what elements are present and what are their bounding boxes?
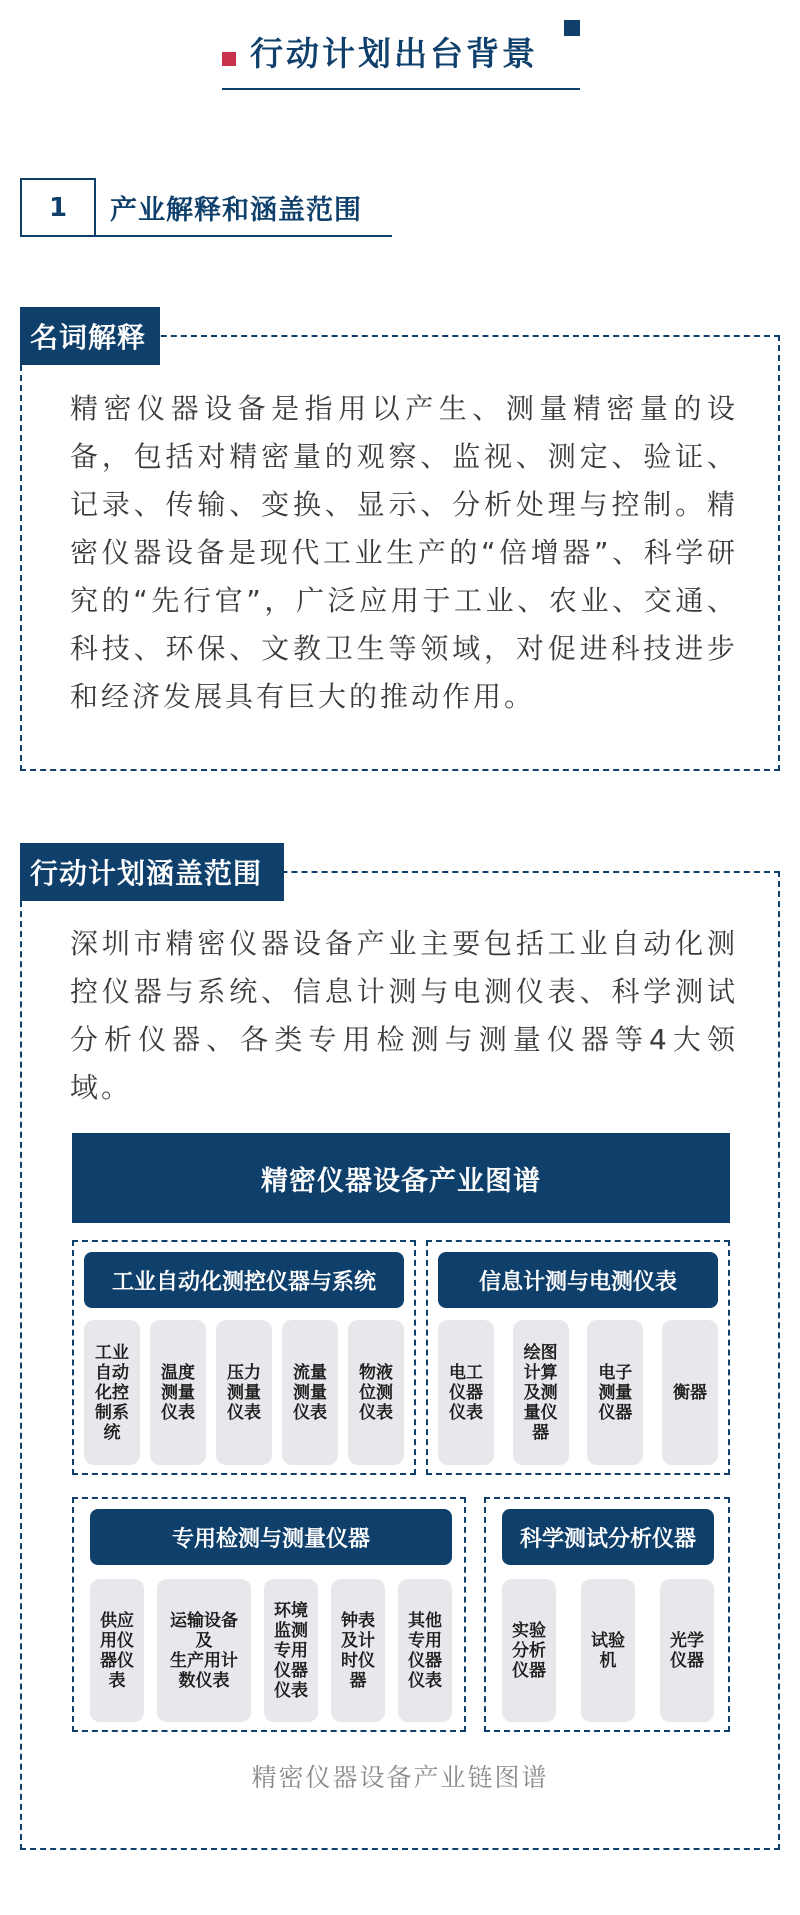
section-title: 产业解释和涵盖范围 — [110, 195, 362, 226]
group-title: 工业自动化测控仪器与系统 — [84, 1252, 404, 1308]
category-card: 流量 测量 仪表 — [282, 1320, 338, 1465]
category-card: 试验 机 — [581, 1579, 635, 1722]
category-card: 环境 监测 专用 仪器 仪表 — [264, 1579, 318, 1722]
scope-text: 深圳市精密仪器设备产业主要包括工业自动化测控仪器与系统、信息计测与电测仪表、科学测试分析仪器、各类专用检测与测量仪器等4大领域。 — [70, 927, 738, 1104]
group-cards — [438, 1320, 718, 1465]
definition-tag: 名词解释 — [20, 307, 160, 365]
page-title: 行动计划出台背景 — [250, 34, 538, 73]
category-card: 绘图 计算 及测 量仪 器 — [513, 1320, 569, 1465]
group-title: 科学测试分析仪器 — [502, 1509, 714, 1565]
category-card: 其他 专用 仪器 仪表 — [398, 1579, 452, 1722]
category-card: 工业 自动 化控 制系 统 — [84, 1320, 140, 1465]
group-cards — [84, 1320, 404, 1465]
group-cards — [90, 1579, 452, 1722]
diagram-group-scientific-analysis — [484, 1497, 730, 1732]
page-title-block — [222, 18, 580, 90]
diagram-group-information-measurement — [426, 1240, 730, 1475]
diagram-title: 精密仪器设备产业图谱 — [72, 1133, 730, 1223]
section-underline — [96, 235, 392, 237]
title-decor-square-blue — [564, 20, 580, 36]
category-card: 运输设备 及 生产用计 数仪表 — [157, 1579, 251, 1722]
category-card: 衡器 — [662, 1320, 718, 1465]
category-card: 实验 分析 仪器 — [502, 1579, 556, 1722]
category-card: 光学 仪器 — [660, 1579, 714, 1722]
category-card: 钟表 及计 时仪 器 — [331, 1579, 385, 1722]
scope-tag: 行动计划涵盖范围 — [20, 843, 284, 901]
section-number: 1 — [20, 178, 96, 237]
group-cards — [502, 1579, 714, 1722]
category-card: 温度 测量 仪表 — [150, 1320, 206, 1465]
category-card: 压力 测量 仪表 — [216, 1320, 272, 1465]
diagram-caption: 精密仪器设备产业链图谱 — [251, 1763, 549, 1792]
title-decor-square-red — [222, 52, 236, 66]
category-card: 物液 位测 仪表 — [348, 1320, 404, 1465]
title-underline — [222, 88, 580, 90]
category-card: 供应 用仪 器仪 表 — [90, 1579, 144, 1722]
category-card: 电子 测量 仪器 — [587, 1320, 643, 1465]
diagram-group-industrial-automation — [72, 1240, 416, 1475]
diagram-group-special-inspection — [72, 1497, 466, 1732]
group-title: 专用检测与测量仪器 — [90, 1509, 452, 1565]
category-card: 电工 仪器 仪表 — [438, 1320, 494, 1465]
definition-text: 精密仪器设备是指用以产生、测量精密量的设备，包括对精密量的观察、监视、测定、验证、记录、传输、变换、显示、分析处理与控制。精密仪器设备是现代工业生产的“倍增器”、科学研究的“先行官”，广泛应用于工业、农业、交通、科技、环保、文教卫生等领域，对促进科技进步和经济发展具有巨大的推动作用。 — [70, 392, 738, 713]
section-header — [20, 178, 392, 237]
group-title: 信息计测与电测仪表 — [438, 1252, 718, 1308]
